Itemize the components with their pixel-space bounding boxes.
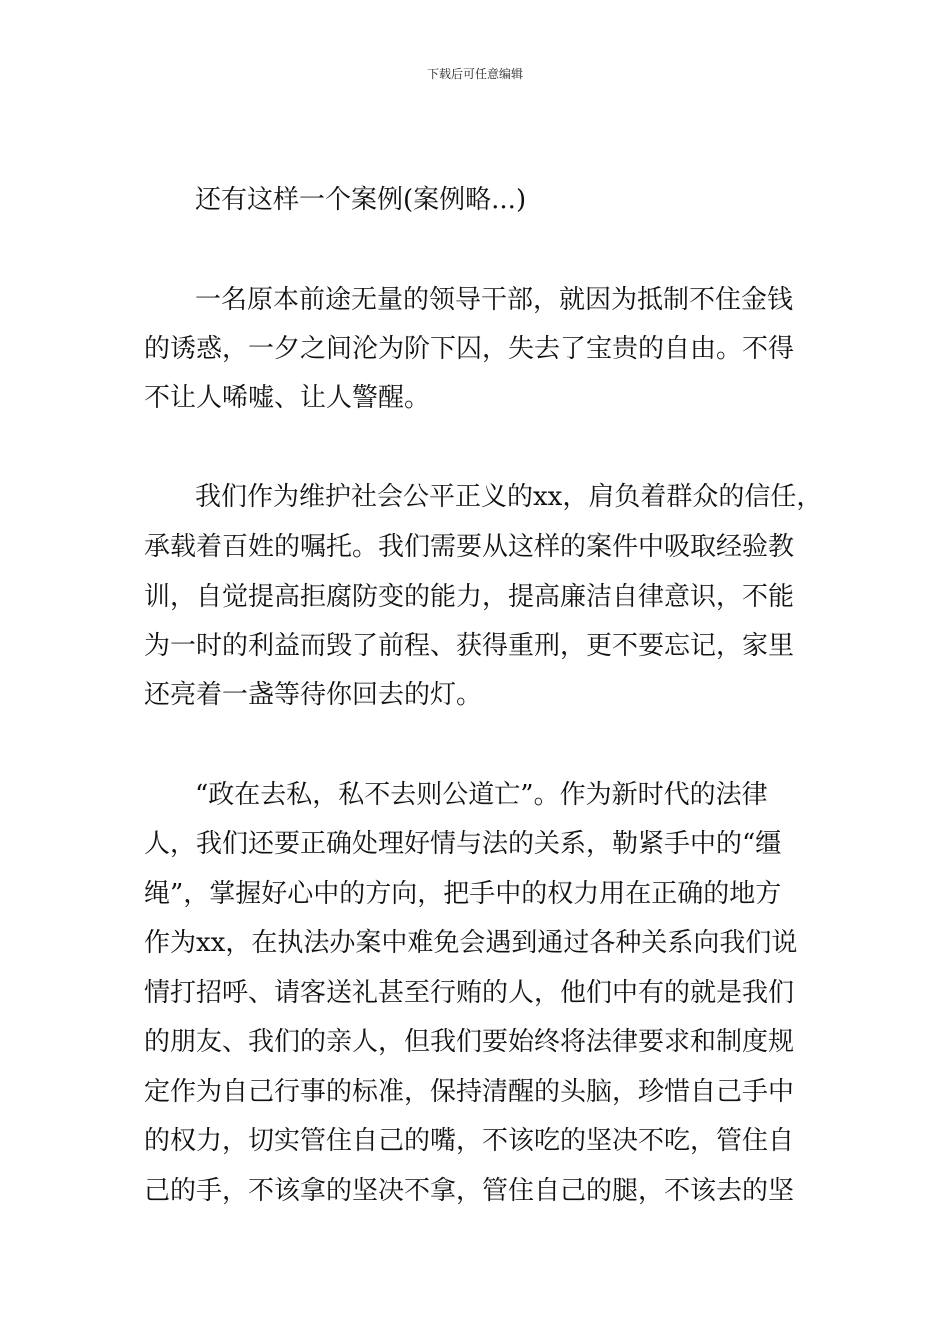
paragraph-line: 人，我们还要正确处理好情与法的关系，勒紧手中的“缰 [144,829,782,859]
paragraph-line: 还有这样一个案例(案例略...) [195,185,527,215]
page-header: 下载后可任意编辑 [426,67,523,81]
paragraph-line: 承载着百姓的嘱托。我们需要从这样的案件中吸取经验教 [144,532,795,562]
paragraph-line: 作为xx，在执法办案中难免会遇到通过各种关系向我们说 [144,928,798,958]
paragraph-line: 己的手，不该拿的坚决不拿，管住自己的腿，不该去的坚 [144,1176,795,1206]
paragraph-line: 情打招呼、请客送礼甚至行贿的人，他们中有的就是我们 [144,978,795,1008]
paragraph-line: 定作为自己行事的标准，保持清醒的头脑，珍惜自己手中 [144,1077,795,1107]
paragraph-line: 还亮着一盏等待你回去的灯。 [144,680,483,710]
paragraph-line: 的朋友、我们的亲人，但我们要始终将法律要求和制度规 [144,1027,795,1057]
paragraph-line: “政在去私，私不去则公道亡”。作为新时代的法律 [195,780,768,810]
paragraph-line: 的诱惑，一夕之间沦为阶下囚，失去了宝贵的自由。不得 [144,334,795,364]
paragraph-line: 一名原本前途无量的领导干部，就因为抵制不住金钱 [195,285,794,315]
paragraph-line: 为一时的利益而毁了前程、获得重刑，更不要忘记，家里 [144,631,795,661]
paragraph-line: 我们作为维护社会公平正义的xx，肩负着群众的信任， [195,482,823,512]
paragraph-line: 绳”，掌握好心中的方向，把手中的权力用在正确的地方 [144,879,782,909]
paragraph-line: 的权力，切实管住自己的嘴，不该吃的坚决不吃，管住自 [144,1126,795,1156]
paragraph-line: 训，自觉提高拒腐防变的能力，提高廉洁自律意识，不能 [144,582,795,612]
paragraph-line: 不让人唏嘘、让人警醒。 [144,383,431,413]
